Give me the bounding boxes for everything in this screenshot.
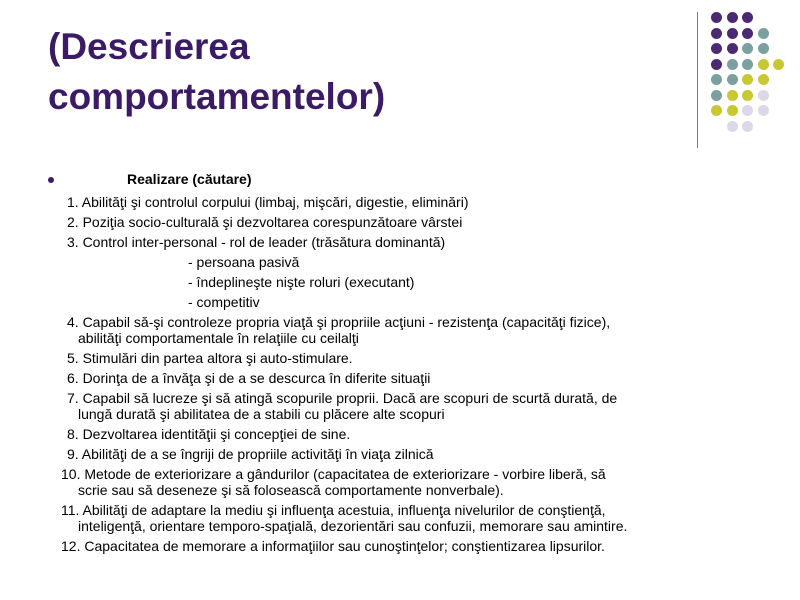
decorative-divider — [697, 12, 698, 148]
list-item: 11. Abilităţi de adaptare la mediu şi influenţa acestuia, influenţa nivelurilor de conştienţă, inteligenţă, orientare temporo-spaţială, dezorientări sau confuzii, memorare sau amintire. — [61, 502, 628, 534]
decorative-dot — [742, 59, 753, 70]
slide-title — [48, 22, 385, 122]
list-item: - persoana pasivă — [188, 254, 300, 270]
decorative-dot — [773, 59, 784, 70]
decorative-dot — [742, 28, 753, 39]
list-item: 4. Capabil să-şi controleze propria viaţă şi propriile acţiuni - rezistenţa (capacităţi fizice), abilităţi comportamentale în relaţiile cu ceilalţi — [67, 314, 611, 346]
decorative-dot — [727, 43, 738, 54]
decorative-dot — [758, 105, 769, 116]
decorative-dot — [727, 90, 738, 101]
decorative-dot — [758, 59, 769, 70]
slide-title-line2: comportamentelor) — [48, 76, 386, 117]
decorative-dot — [758, 74, 769, 85]
decorative-dot — [742, 105, 753, 116]
decorative-dot — [727, 121, 738, 132]
decorative-dot — [711, 12, 722, 23]
decorative-dot — [727, 12, 738, 23]
list-item: 1. Abilităţi şi controlul corpului (limbaj, mişcări, digestie, eliminări) — [67, 194, 469, 210]
decorative-dot — [711, 59, 722, 70]
bullet-icon — [48, 177, 54, 183]
decorative-dot — [742, 74, 753, 85]
list-item: 5. Stimulări din partea altora şi auto-stimulare. — [67, 350, 353, 366]
slide-title-line1: (Descrierea — [48, 26, 250, 67]
list-item: 3. Control inter-personal - rol de leader (trăsătura dominantă) — [67, 234, 446, 250]
decorative-dot — [727, 28, 738, 39]
decorative-dot — [727, 74, 738, 85]
decorative-dot — [758, 90, 769, 101]
bullet-heading-text: Realizare (căutare) — [127, 171, 252, 187]
list-item: - competitiv — [188, 294, 260, 310]
decorative-dot — [711, 43, 722, 54]
decorative-dot — [711, 105, 722, 116]
decorative-dot — [727, 59, 738, 70]
list-item: 10. Metode de exteriorizare a gândurilor (capacitatea de exteriorizare - vorbire liberă, să scrie sau să deseneze şi să folosească comportamente nonverbale). — [61, 466, 606, 498]
decorative-dot-grid — [711, 12, 791, 132]
list-item: 6. Dorinţa de a învăţa şi de a se descurca în diferite situaţii — [67, 370, 431, 386]
decorative-dot — [727, 105, 738, 116]
list-item: 8. Dezvoltarea identităţii şi concepţiei de sine. — [67, 426, 351, 442]
decorative-dot — [711, 74, 722, 85]
decorative-dot — [711, 28, 722, 39]
decorative-dot — [711, 90, 722, 101]
list-item: 9. Abilităţi de a se îngriji de propriile activităţi în viaţa zilnică — [67, 446, 434, 462]
list-item: 7. Capabil să lucreze şi să atingă scopurile proprii. Dacă are scopuri de scurtă durată, de lungă durată şi abilitatea de a stabili cu plăcere alte scopuri — [67, 390, 618, 422]
list-item: - îndeplineşte nişte roluri (executant) — [188, 274, 415, 290]
decorative-dot — [742, 121, 753, 132]
decorative-dot — [742, 43, 753, 54]
list-item: 12. Capacitatea de memorare a informaţiilor sau cunoştinţelor; conştientizarea lipsurilor. — [61, 538, 605, 554]
decorative-dot — [758, 43, 769, 54]
decorative-dot — [758, 28, 769, 39]
list-item: 2. Poziţia socio-culturală şi dezvoltarea corespunzătoare vârstei — [67, 214, 463, 230]
decorative-dot — [742, 12, 753, 23]
decorative-dot — [742, 90, 753, 101]
